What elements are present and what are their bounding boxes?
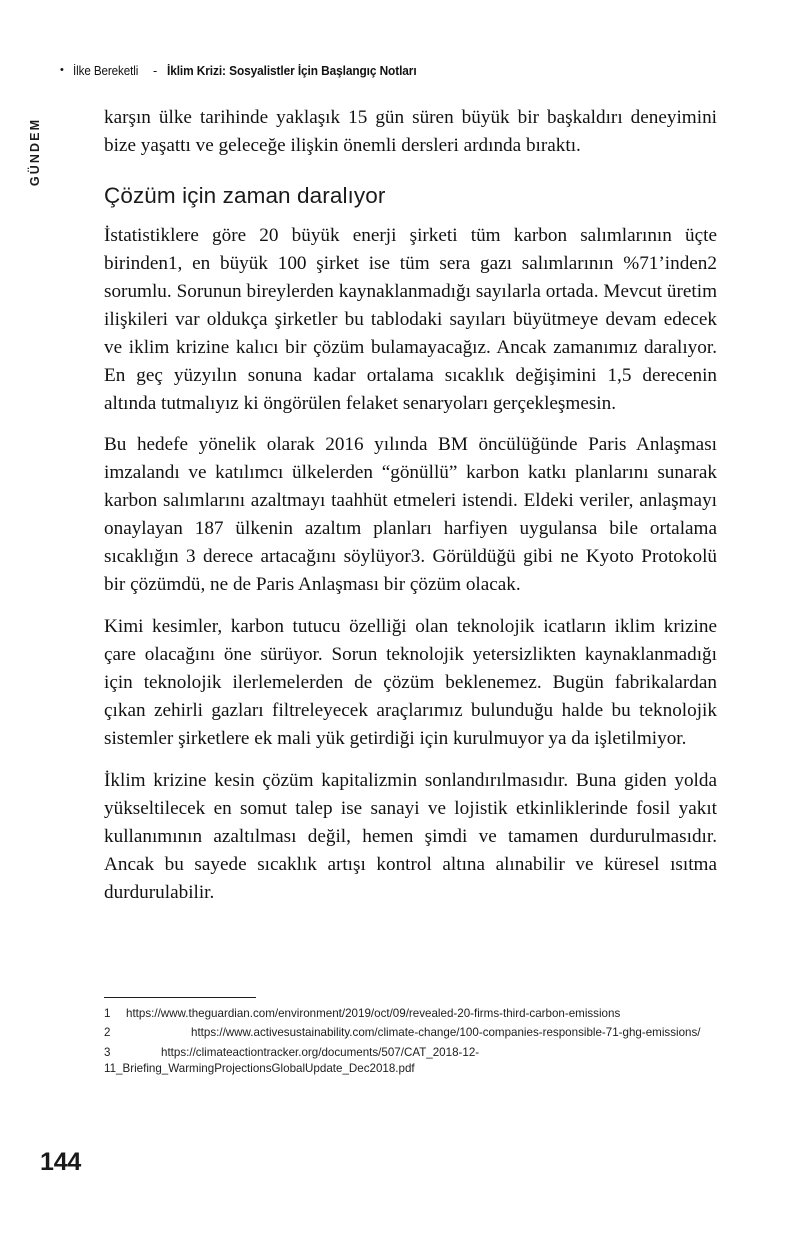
footnote-item — [104, 1025, 717, 1041]
footnote-reference-1: 1 — [167, 252, 178, 274]
page-number: 144 — [40, 1148, 82, 1176]
footnote-number: 1 — [104, 1007, 111, 1020]
footnote-reference-3: 3 — [410, 546, 421, 568]
paragraph-conclusion: İklim krizine kesin çözüm kapitalizmin sonlandırılmasıdır. Buna giden yolda yükseltilecek en somut talep ise sanayi ve lojistik etkinliklerinde fosil yakıt kullanımının azaltılması değil, hemen şimdi ve tamamen durdurulmasıdır. Ancak bu sayede sıcaklık artışı kontrol altına alınabilir ve küresel ısıtma durdurulabilir. — [104, 769, 717, 903]
footnote-url[interactable]: https://www.theguardian.com/environment/2019/oct/09/revealed-20-firms-third-carbon-emissions — [126, 1007, 621, 1020]
paragraph-continuation: karşın ülke tarihinde yaklaşık 15 gün süren büyük bir başkaldırı deneyimini bize yaşattı ve geleceğe ilişkin önemli dersleri ardında bıraktı. — [104, 107, 717, 156]
header-author: İlke Bereketli — [72, 63, 139, 78]
paragraph-text-segment: . Görüldüğü gibi ne Kyoto Protokolü bir çözümdü, ne de Paris Anlaşması bir çözüm olacak. — [104, 546, 717, 596]
section-tab-label: GÜNDEM — [28, 117, 42, 187]
footnote-item — [104, 1045, 717, 1078]
bullet-icon: • — [60, 63, 64, 76]
header-separator: - — [153, 63, 158, 78]
paragraph-text-segment: Bu hedefe yönelik olarak 2016 yılında BM öncülüğünde Paris Anlaşması imzalandı ve katılımcı ülkelerden “gönüllü” karbon katkı planlarını sunarak karbon salımlarını azaltmayı taahhüt etmeleri istendi. Eldeki veriler, anlaşmayı onaylayan 187 ülkenin azaltım planları harfiyen uygulansa bile ortalama sıcaklığın 3 derece artacağını söylüyor — [104, 434, 717, 568]
footnote-number: 2 — [104, 1026, 111, 1040]
paragraph-text-segment: sorumlu. Sorunun bireylerden kaynaklanmadığı sayılarla ortada. Mevcut üretim ilişkileri var oldukça şirketler bu tablodaki sayıları büyütmeye devam edecek ve iklim krizine kalıcı bir çözüm bulamayacağız. Ancak zamanımız daralıyor. En geç yüzyılın sonuna kadar ortalama sıcaklık değişimini 1,5 derecenin altında tutmalıyız ki öngörülen felaket senaryoları gerçekleşmesin. — [104, 280, 717, 414]
paragraph-text-segment: , en büyük 100 şirket ise tüm sera gazı salımlarının %71’inden — [177, 252, 708, 274]
header-article-title: İklim Krizi: Sosyalistler İçin Başlangıç Notları — [167, 63, 417, 78]
running-header — [60, 60, 740, 82]
footnote-number: 3 — [104, 1045, 111, 1059]
footnotes-block — [104, 997, 717, 1078]
footnote-url[interactable]: https://climateactiontracker.org/documents/507/CAT_2018-12-11_Briefing_WarmingProjectionsGlobalUpdate_Dec2018.pdf — [104, 1045, 480, 1076]
section-heading: Çözüm için zaman daralıyor — [104, 182, 386, 208]
paragraph-statistics — [104, 222, 717, 418]
footnote-item — [104, 1006, 717, 1022]
paragraph-paris-agreement — [104, 431, 717, 599]
text-column — [104, 104, 717, 906]
footnote-separator-rule — [104, 997, 256, 998]
paragraph-text-segment: İstatistiklere göre 20 büyük enerji şirketi tüm karbon salımlarının üçte birinden — [104, 224, 717, 274]
paragraph-technology: Kimi kesimler, karbon tutucu özelliği olan teknolojik icatların iklim krizine çare olacağını öne sürüyor. Sorun teknolojik yetersizlikten kaynaklanmadığı için teknolojik ilerlemelerden de çözüm beklenemez. Bugün fabrikalardan çıkan zehirli gazları filtreleyecek araçlarımız bulunduğu halde bu teknolojik sistemler şirketlere ek mali yük getirdiği için kurulmuyor ya da işletilmiyor. — [104, 616, 717, 749]
footnote-url[interactable]: https://www.activesustainability.com/climate-change/100-companies-responsible-71-ghg-emissions/ — [191, 1026, 701, 1040]
section-tab — [22, 92, 48, 212]
footnote-reference-2: 2 — [707, 252, 717, 274]
